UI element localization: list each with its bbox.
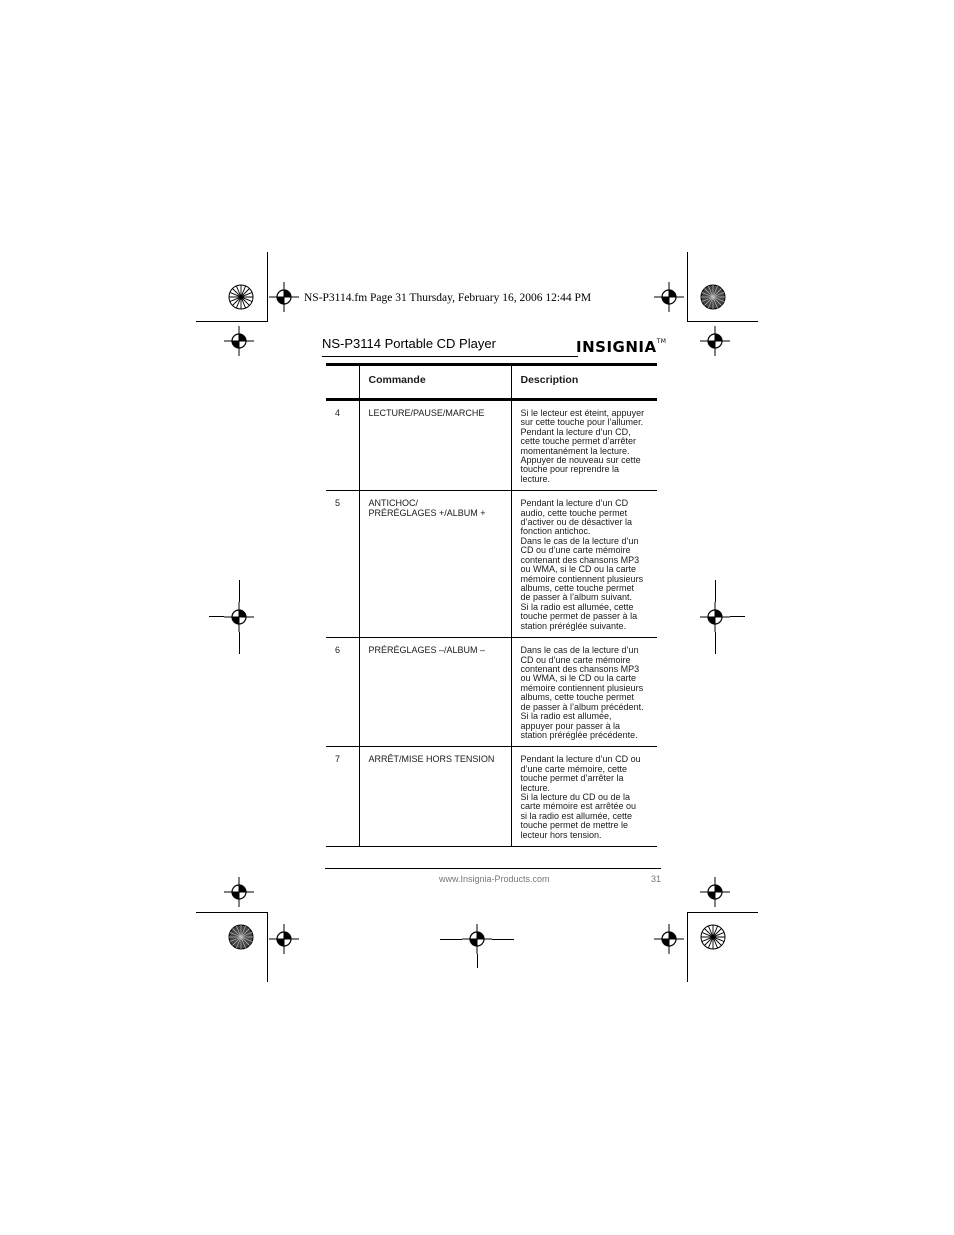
crop-mark bbox=[715, 580, 716, 602]
page-number: 31 bbox=[651, 874, 662, 884]
page-title: NS-P3114 Portable CD Player bbox=[322, 336, 496, 351]
column-header-command: Commande bbox=[359, 365, 511, 400]
registration-mark-icon bbox=[462, 924, 492, 954]
registration-mark-icon bbox=[269, 282, 299, 312]
row-description: Si le lecteur est éteint, appuyer sur cette touche pour l’allumer. Pendant la lecture d’un CD, cette touche permet d’arrêter momentanément la lecture. Appuyer de nouveau sur cette touche pour reprendre la lecture. bbox=[520, 408, 645, 484]
color-target-icon bbox=[700, 924, 726, 950]
registration-mark-icon bbox=[700, 877, 730, 907]
brand-logo: INSIGNIA™ bbox=[576, 338, 667, 356]
crop-mark bbox=[715, 632, 716, 654]
row-number: 6 bbox=[326, 638, 359, 747]
column-header-description: Description bbox=[520, 374, 579, 386]
table-row bbox=[326, 400, 657, 491]
crop-mark bbox=[440, 939, 462, 940]
row-command: LECTURE/PAUSE/MARCHE bbox=[359, 400, 511, 491]
row-command: ARRÊT/MISE HORS TENSION bbox=[359, 747, 511, 847]
row-description: Dans le cas de la lecture d’un CD ou d’une carte mémoire contenant des chansons MP3 ou WMA, si le CD ou la carte mémoire contiennent plusieurs albums, cette touche permet de passer à l’album précédent. Si la radio est allumée, appuyer pour passer à la station préréglée précédente. bbox=[520, 645, 644, 740]
crop-mark bbox=[687, 912, 758, 913]
crop-mark bbox=[209, 616, 224, 617]
footer-url: www.Insignia-Products.com bbox=[439, 874, 550, 884]
table-row bbox=[326, 638, 657, 747]
registration-mark-icon bbox=[224, 602, 254, 632]
table-row bbox=[326, 491, 657, 638]
registration-mark-icon bbox=[700, 326, 730, 356]
footer-rule bbox=[325, 868, 661, 869]
color-target-icon bbox=[228, 924, 254, 950]
crop-mark bbox=[196, 321, 267, 322]
row-command: ANTICHOC/ PRÉRÉGLAGES +/ALBUM + bbox=[359, 491, 511, 638]
table-header-row bbox=[326, 365, 657, 400]
color-target-icon bbox=[228, 284, 254, 310]
crop-mark bbox=[477, 954, 478, 968]
table-row bbox=[326, 747, 657, 847]
crop-mark bbox=[239, 580, 240, 602]
row-command: PRÉRÉGLAGES –/ALBUM – bbox=[359, 638, 511, 747]
color-target-icon bbox=[700, 284, 726, 310]
row-number: 4 bbox=[326, 400, 359, 491]
registration-mark-icon bbox=[700, 602, 730, 632]
crop-mark bbox=[267, 912, 268, 982]
crop-mark bbox=[239, 632, 240, 654]
row-number: 7 bbox=[326, 747, 359, 847]
row-description: Pendant la lecture d’un CD audio, cette touche permet d’activer ou de désactiver la fonction antichoc. Dans le cas de la lecture d’un CD ou d’une carte mémoire contenant des chansons MP3 ou WMA, si le CD ou la carte mémoire contiennent plusieurs albums, cette touche permet de passer à l’album suivant. Si la radio est allumée, cette touche permet de passer à la station préréglée suivante. bbox=[520, 498, 644, 631]
crop-mark bbox=[730, 616, 745, 617]
registration-mark-icon bbox=[654, 282, 684, 312]
registration-mark-icon bbox=[269, 924, 299, 954]
row-number: 5 bbox=[326, 491, 359, 638]
command-table bbox=[326, 363, 657, 847]
crop-mark bbox=[687, 321, 758, 322]
crop-mark bbox=[267, 252, 268, 322]
registration-mark-icon bbox=[224, 877, 254, 907]
row-description: Pendant la lecture d’un CD ou d’une carte mémoire, cette touche permet d’arrêter la lecture. Si la lecture du CD ou de la carte mémoire est arrêtée ou si la radio est allumée, cette touche permet de mettre le lecteur hors tension. bbox=[520, 754, 641, 840]
registration-mark-icon bbox=[224, 326, 254, 356]
crop-mark bbox=[687, 252, 688, 322]
column-header-number bbox=[326, 365, 359, 400]
print-header: NS-P3114.fm Page 31 Thursday, February 16, 2006 12:44 PM bbox=[304, 292, 592, 304]
crop-mark bbox=[687, 912, 688, 982]
crop-mark bbox=[492, 939, 514, 940]
registration-mark-icon bbox=[654, 924, 684, 954]
crop-mark bbox=[196, 912, 267, 913]
title-underline bbox=[322, 356, 578, 357]
